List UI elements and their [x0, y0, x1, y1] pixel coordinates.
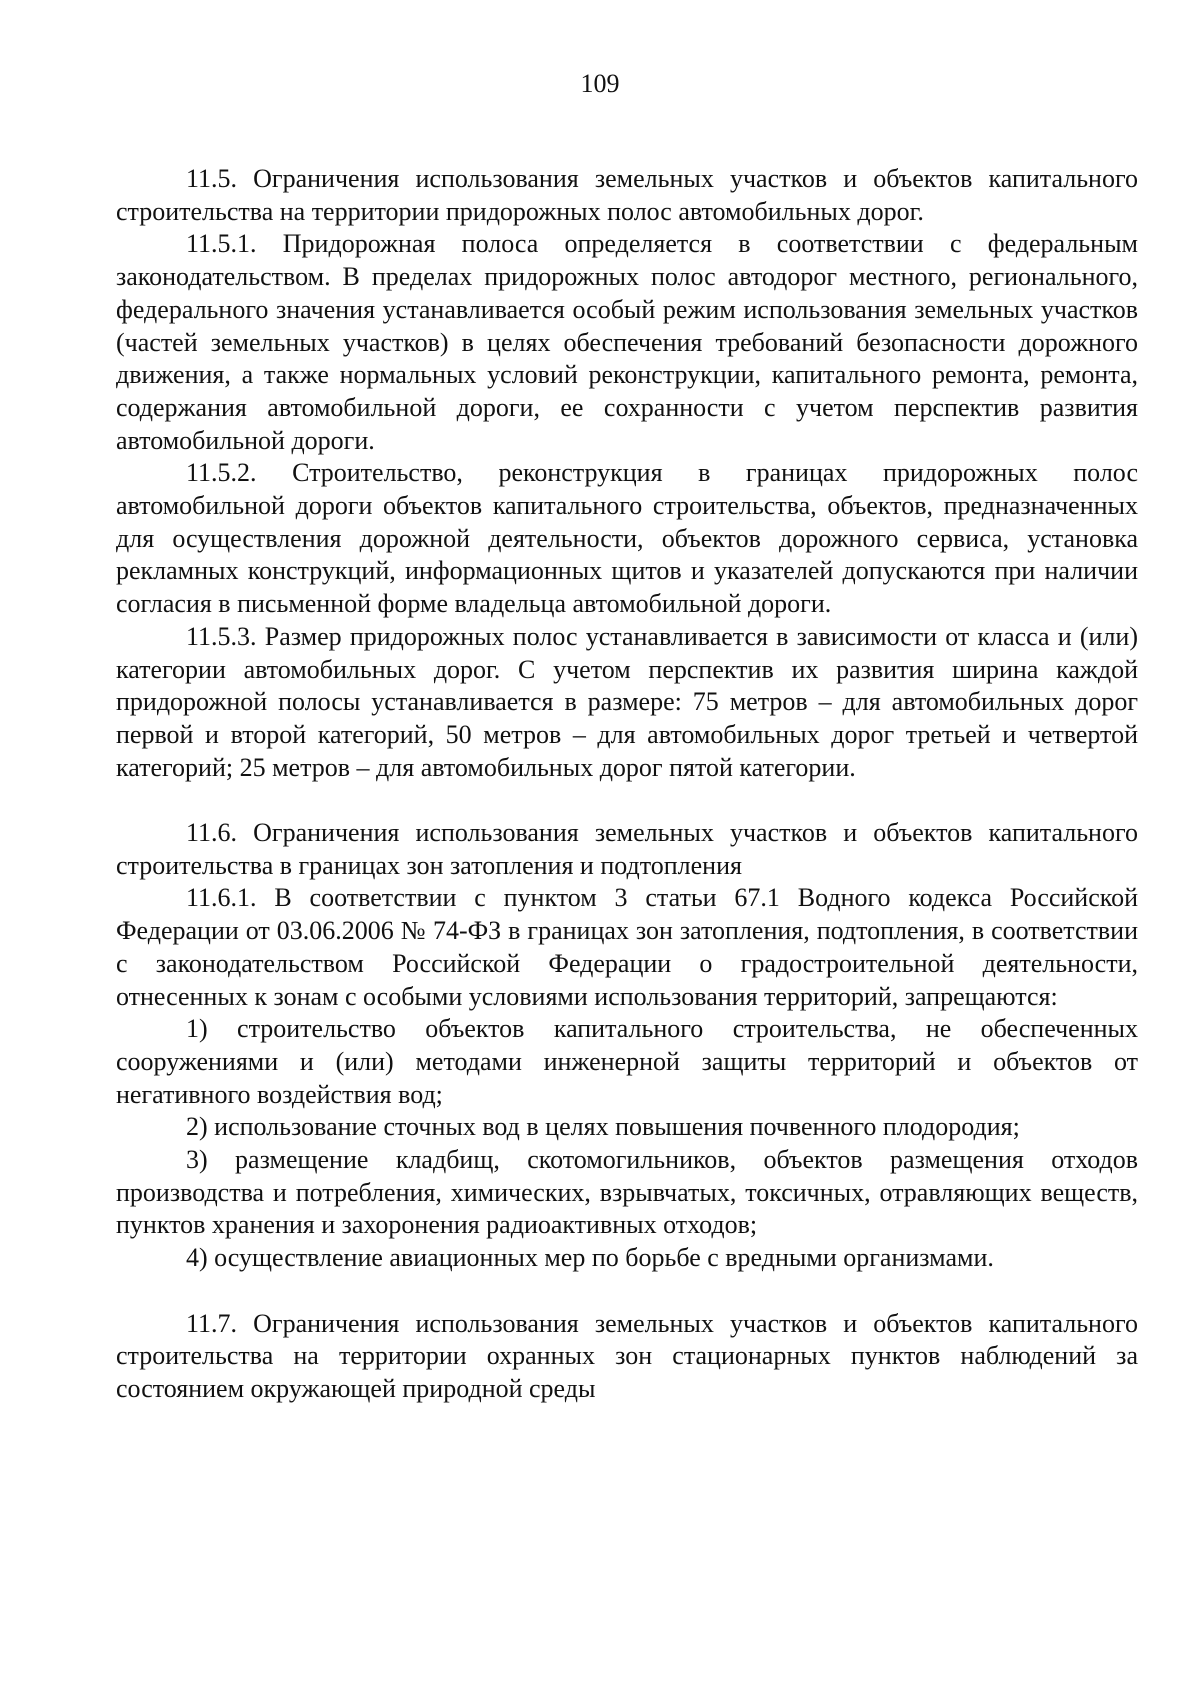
paragraph-11-5-1: 11.5.1. Придорожная полоса определяется в соответствии с федеральным законодательством. В пределах придорожных полос автодорог местного, регионального, федерального значения устанавливается особый режим использования земельных участков (частей земельных участков) в целях обеспечения требований безопасности дорожного движения, а также нормальных условий реконструкции, капитального ремонта, ремонта, содержания автомобильной дороги, ее сохранности с учетом перспектив развития автомобильной дороги.	[116, 229, 1138, 455]
list-item-4: 4) осуществление авиационных мер по борьбе с вредными организмами.	[186, 1243, 994, 1273]
list-item-1: 1) строительство объектов капитального строительства, не обеспеченных сооружениями и (или) методами инженерной защиты территорий и объектов от негативного воздействия вод;	[116, 1014, 1138, 1109]
page-number: 109	[580, 69, 620, 98]
section-11-7-heading: 11.7. Ограничения использования земельных участков и объектов капитального строительства на территории охранных зон стационарных пунктов наблюдений за состоянием окружающей природной среды	[116, 1308, 1138, 1403]
section-11-5-heading: 11.5. Ограничения использования земельных участков и объектов капитального строительства на территории придорожных полос автомобильных дорог.	[116, 164, 1138, 226]
paragraph-11-5-3: 11.5.3. Размер придорожных полос устанавливается в зависимости от класса и (или) категории автомобильных дорог. С учетом перспектив их развития ширина каждой придорожной полосы устанавливается в размере: 75 метров – для автомобильных дорог первой и второй категорий, 50 метров – для автомобильных дорог третьей и четвертой категорий; 25 метров – для автомобильных дорог пятой категории.	[116, 621, 1138, 782]
list-item-3: 3) размещение кладбищ, скотомогильников, объектов размещения отходов производства и потребления, химических, взрывчатых, токсичных, отравляющих веществ, пунктов хранения и захоронения радиоактивных отходов;	[116, 1145, 1138, 1240]
paragraph-11-6-1: 11.6.1. В соответствии с пунктом 3 статьи 67.1 Водного кодекса Российской Федерации от 03.06.2006 № 74-ФЗ в границах зон затопления, подтопления, в соответствии с законодательством Российской Федерации о градостроительной деятельности, отнесенных к зонам с особыми условиями использования территорий, запрещаются:	[116, 883, 1138, 1011]
paragraph-11-5-2: 11.5.2. Строительство, реконструкция в границах придорожных полос автомобильной дороги объектов капитального строительства, объектов, предназначенных для осуществления дорожной деятельности, объектов дорожного сервиса, установка рекламных конструкций, информационных щитов и указателей допускаются при наличии согласия в письменной форме владельца автомобильной дороги.	[116, 458, 1138, 619]
document-body	[116, 163, 1138, 1406]
list-item-2: 2) использование сточных вод в целях повышения почвенного плодородия;	[186, 1112, 1020, 1142]
section-spacer	[116, 784, 1138, 817]
section-spacer	[116, 1275, 1138, 1308]
section-11-6-heading: 11.6. Ограничения использования земельных участков и объектов капитального строительства в границах зон затопления и подтопления	[116, 818, 1138, 880]
